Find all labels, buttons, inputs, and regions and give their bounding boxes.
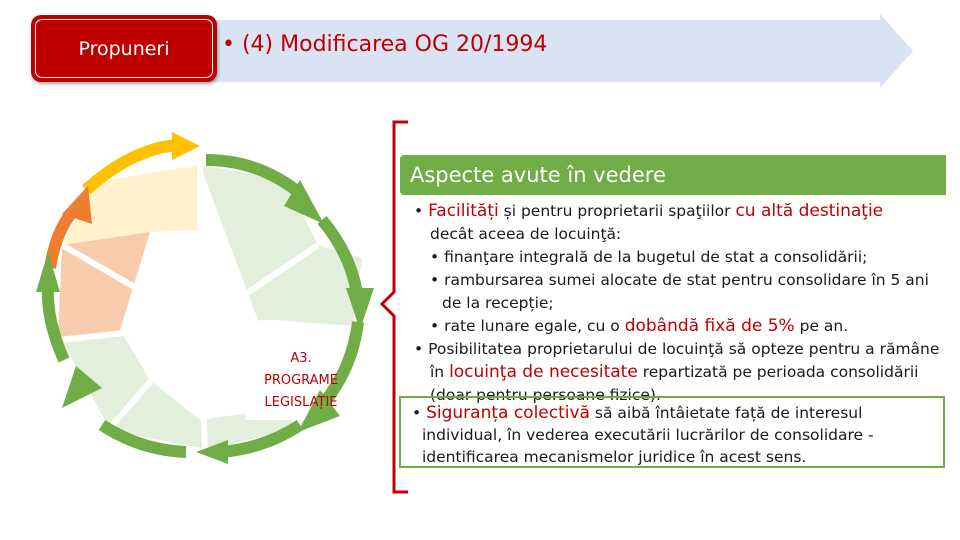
alta-destinatie-highlight: cu altă destinaţie [735, 201, 884, 221]
facilitati-highlight: Facilități [428, 201, 499, 221]
bullet-siguranta: • Siguranța colectivă să aibă întâietate față de interesul individual, în vederea executării lucrărilor de consolidare - identificarea mecanismelor juridice în acest sens. [412, 403, 874, 466]
posibilitate-post: repartizată pe perioada consolidării (doar pentru persoane fizice). [430, 363, 919, 404]
locuinta-necesitate-highlight: locuinţa de necesitate [449, 362, 638, 382]
siguranta-rest: să aibă întâietate față de interesul individual, în vederea executării lucrărilor de consolidare - identificarea mecanismelor juridice în acest sens. [422, 404, 874, 466]
sub-bullet-finantare-text: finanţare integrală de la bugetul de stat a consolidării; [444, 248, 868, 266]
sub-bullet-rate: • rate lunare egale, cu o dobândă fixă de 5% pe an. [430, 316, 849, 336]
facilitati-tail: decât aceea de locuinţă: [430, 225, 622, 243]
bullet-posibilitate: • Posibilitatea proprietarului de locuinţă să opteze pentru a rămâne în locuinţa de necesitate repartizată pe perioada consolidării (doar pentru persoane fizice). [414, 340, 940, 404]
sub-bullet-rambursare: • rambursarea sumei alocate de stat pentru consolidare în 5 ani de la recepție; [430, 271, 929, 312]
rate-pre: rate lunare egale, cu o [444, 317, 625, 335]
aspects-content [408, 200, 948, 407]
wheel-center-label [247, 348, 355, 414]
section-heading: Aspecte avute în vedere [400, 155, 946, 195]
wheel-label-line-1: A3. [290, 351, 312, 366]
cycle-wheel [0, 120, 390, 480]
wheel-label-line-2: PROGRAME [263, 373, 338, 388]
rate-post: pe an. [794, 317, 849, 335]
bullet-facilitati: • Facilități și pentru proprietarii spaţiilor cu altă destinaţie [414, 201, 884, 221]
facilitati-mid: și pentru proprietarii spaţiilor [498, 202, 736, 220]
posibilitate-pre: Posibilitatea proprietarului de locuinţă să opteze pentru a rămâne în [428, 340, 940, 381]
dobanda-highlight: dobândă fixă de 5% [624, 316, 795, 336]
sub-bullet-rambursare-text: rambursarea sumei alocate de stat pentru consolidare în 5 ani de la recepție; [442, 271, 929, 312]
arrow-title: • (4) Modificarea OG 20/1994 [222, 32, 548, 57]
title-tag-label: Propuneri [35, 19, 213, 78]
siguranta-highlight: Siguranța colectivă [426, 403, 590, 423]
wheel-label-line-3: LEGISLAȚIE [264, 395, 338, 410]
sub-bullet-finantare: • finanţare integrală de la bugetul de stat a consolidării; [430, 248, 868, 266]
title-tag [31, 15, 217, 82]
